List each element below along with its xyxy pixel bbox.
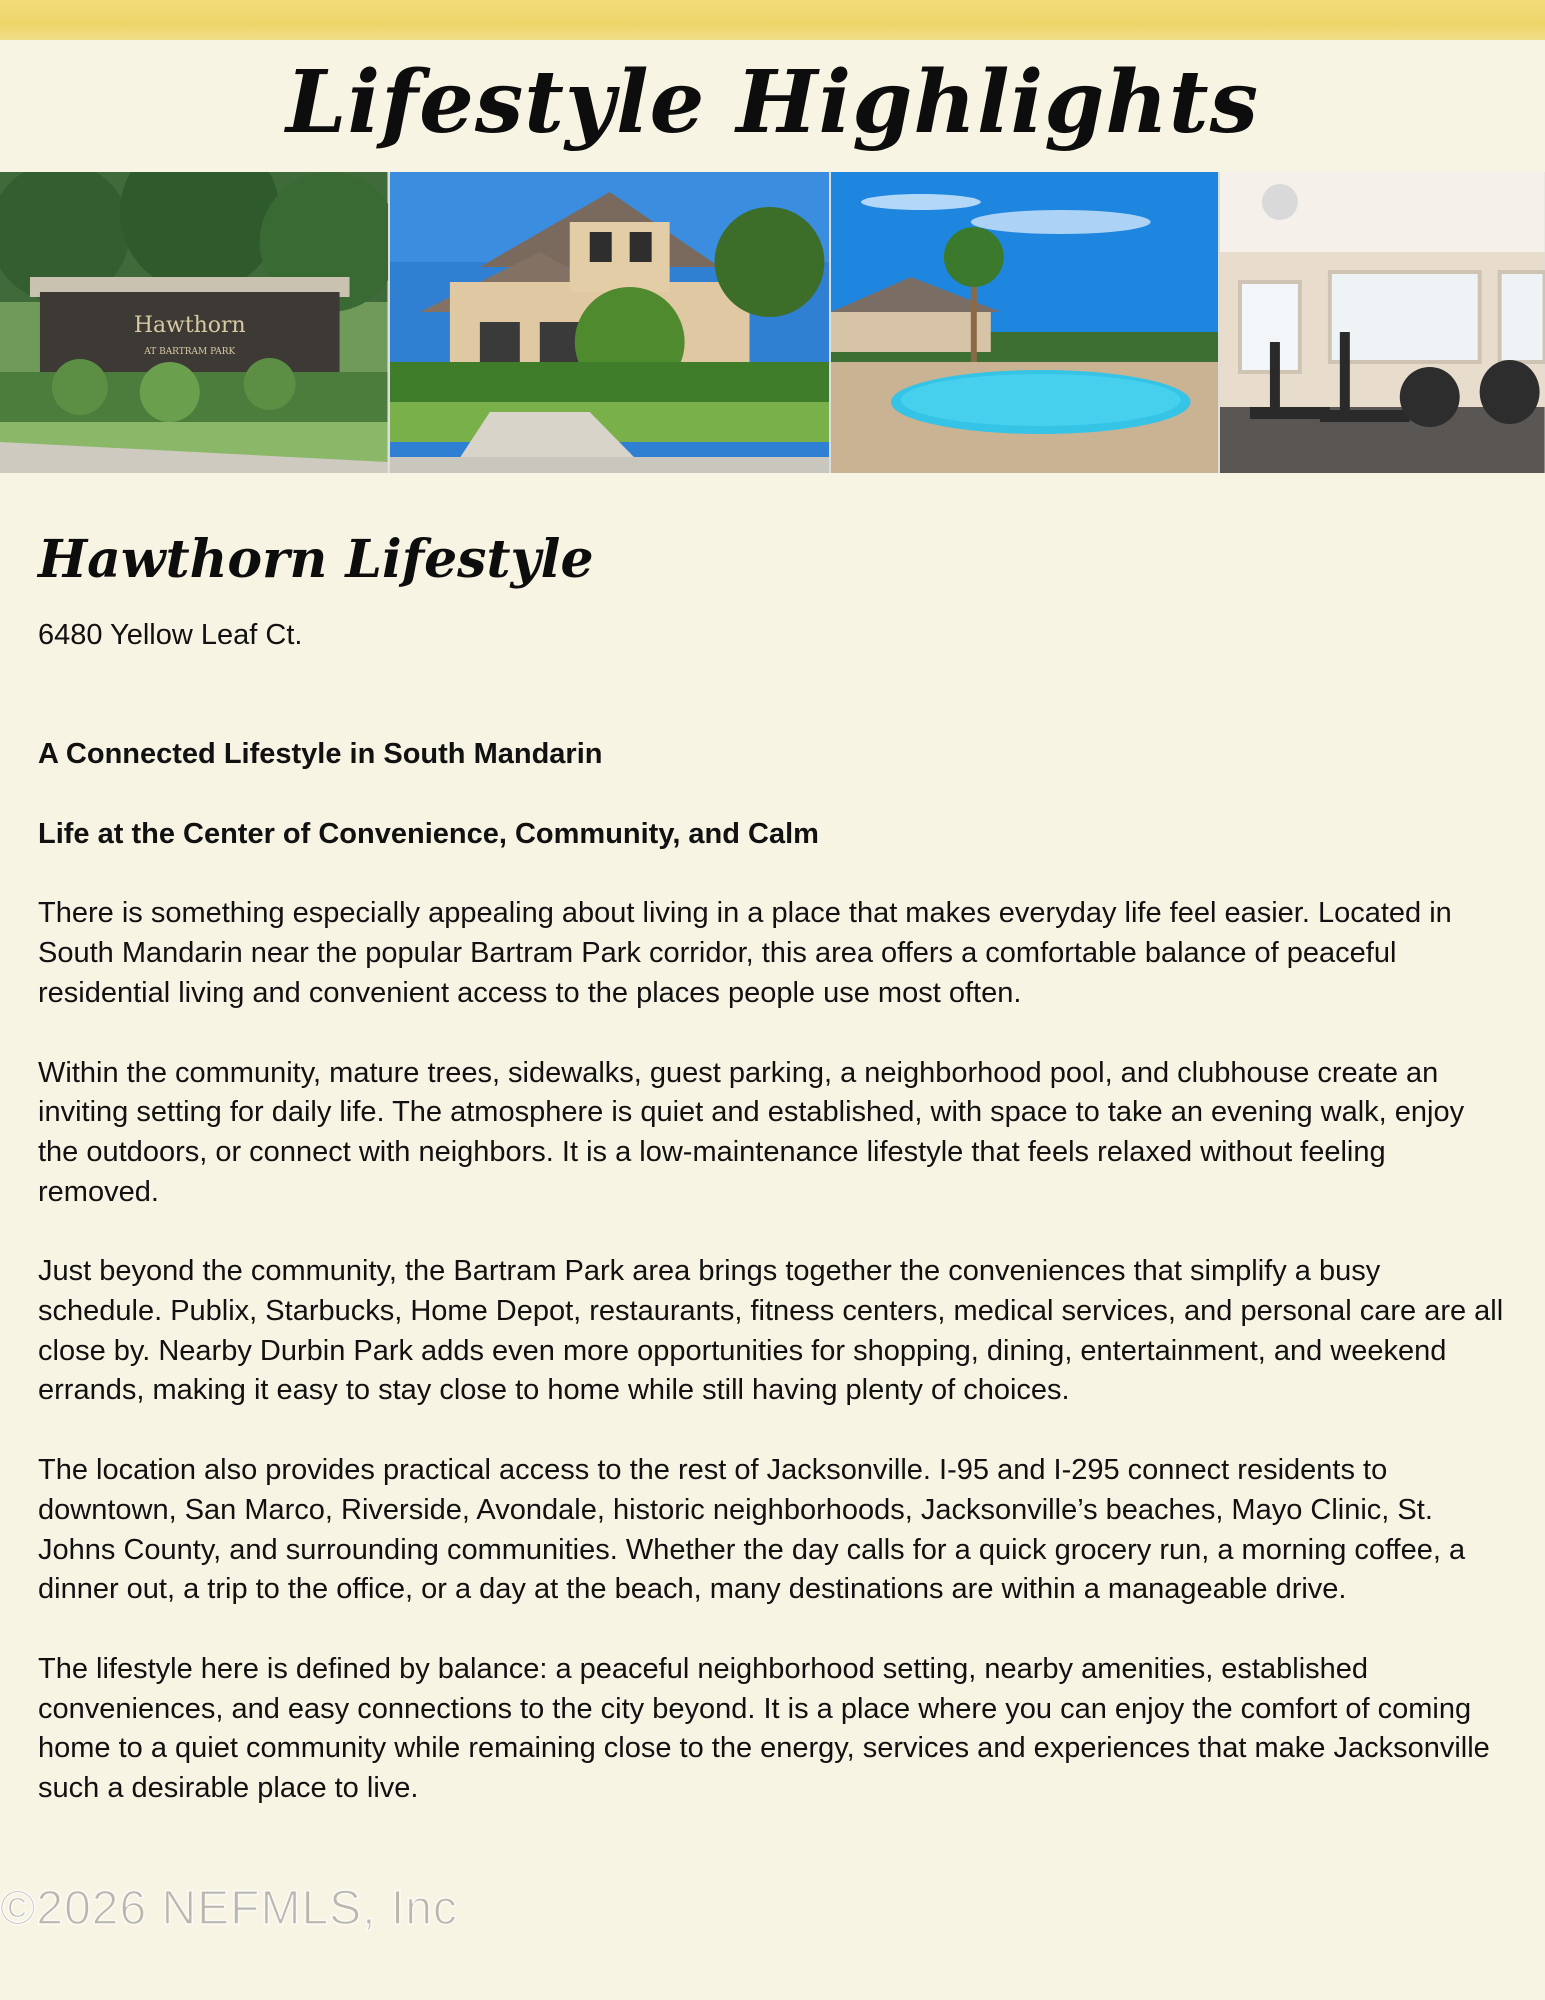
- community-entrance-sign-photo: [0, 172, 388, 473]
- article-paragraph: The lifestyle here is defined by balance: a peaceful neighborhood setting, nearby amenities, established conveniences, and easy connections to the city beyond. It is a place where you can enjoy the comfort of coming home to a quiet community while remaining close to the energy, services and experiences that make Jacksonville such a desirable place to live.: [38, 1652, 1490, 1805]
- section-heading: Hawthorn Lifestyle: [38, 529, 594, 590]
- article-paragraph: Within the community, mature trees, sidewalks, guest parking, a neighborhood pool, and clubhouse create an inviting setting for daily life. The atmosphere is quiet and established, with space to take an evening walk, enjoy the outdoors, or connect with neighbors. It is a low-maintenance lifestyle that feels relaxed without feeling removed.: [38, 1056, 1465, 1208]
- article-paragraph: There is something especially appealing about living in a place that makes everyday life feel easier. Located in South Mandarin near the popular Bartram Park corridor, this area offers a comfortable balance of peaceful residential living and convenient access to the places people use most often.: [38, 897, 1452, 1009]
- article-headline: A Connected Lifestyle in South Mandarin: [38, 738, 603, 770]
- article-subheadline: Life at the Center of Convenience, Community, and Calm: [38, 817, 819, 850]
- article-paragraph: Just beyond the community, the Bartram Park area brings together the conveniences that simplify a busy schedule. Publix, Starbucks, Home Depot, restaurants, fitness centers, medical services, and personal care are all close by. Nearby Durbin Park adds even more opportunities for shopping, dining, entertainment, and weekend errands, making it easy to stay close to home while still having plenty of choices.: [38, 1255, 1504, 1407]
- fitness-center-photo: [1220, 172, 1545, 473]
- photo-strip: [0, 172, 1545, 473]
- page-title: Lifestyle Highlights: [285, 52, 1259, 153]
- community-pool-photo: [831, 172, 1219, 473]
- sign-line1: Hawthorn: [133, 312, 246, 339]
- copyright-watermark: ©2026 NEFMLS, Inc: [0, 1882, 458, 1935]
- sign-line2: AT BARTRAM PARK: [144, 346, 236, 358]
- clubhouse-photo: [390, 172, 829, 473]
- property-address: 6480 Yellow Leaf Ct.: [38, 619, 303, 651]
- article-body: [38, 735, 1508, 1849]
- article-paragraph: The location also provides practical access to the rest of Jacksonville. I-95 and I-295 connect residents to downtown, San Marco, Riverside, Avondale, historic neighborhoods, Jacksonville’s beaches, Mayo Clinic, St. Johns County, and surrounding communities. Whether the day calls for a quick grocery run, a morning coffee, a dinner out, a trip to the office, or a day at the beach, many destinations are within a manageable drive.: [38, 1454, 1466, 1606]
- decorative-top-band: [0, 0, 1545, 40]
